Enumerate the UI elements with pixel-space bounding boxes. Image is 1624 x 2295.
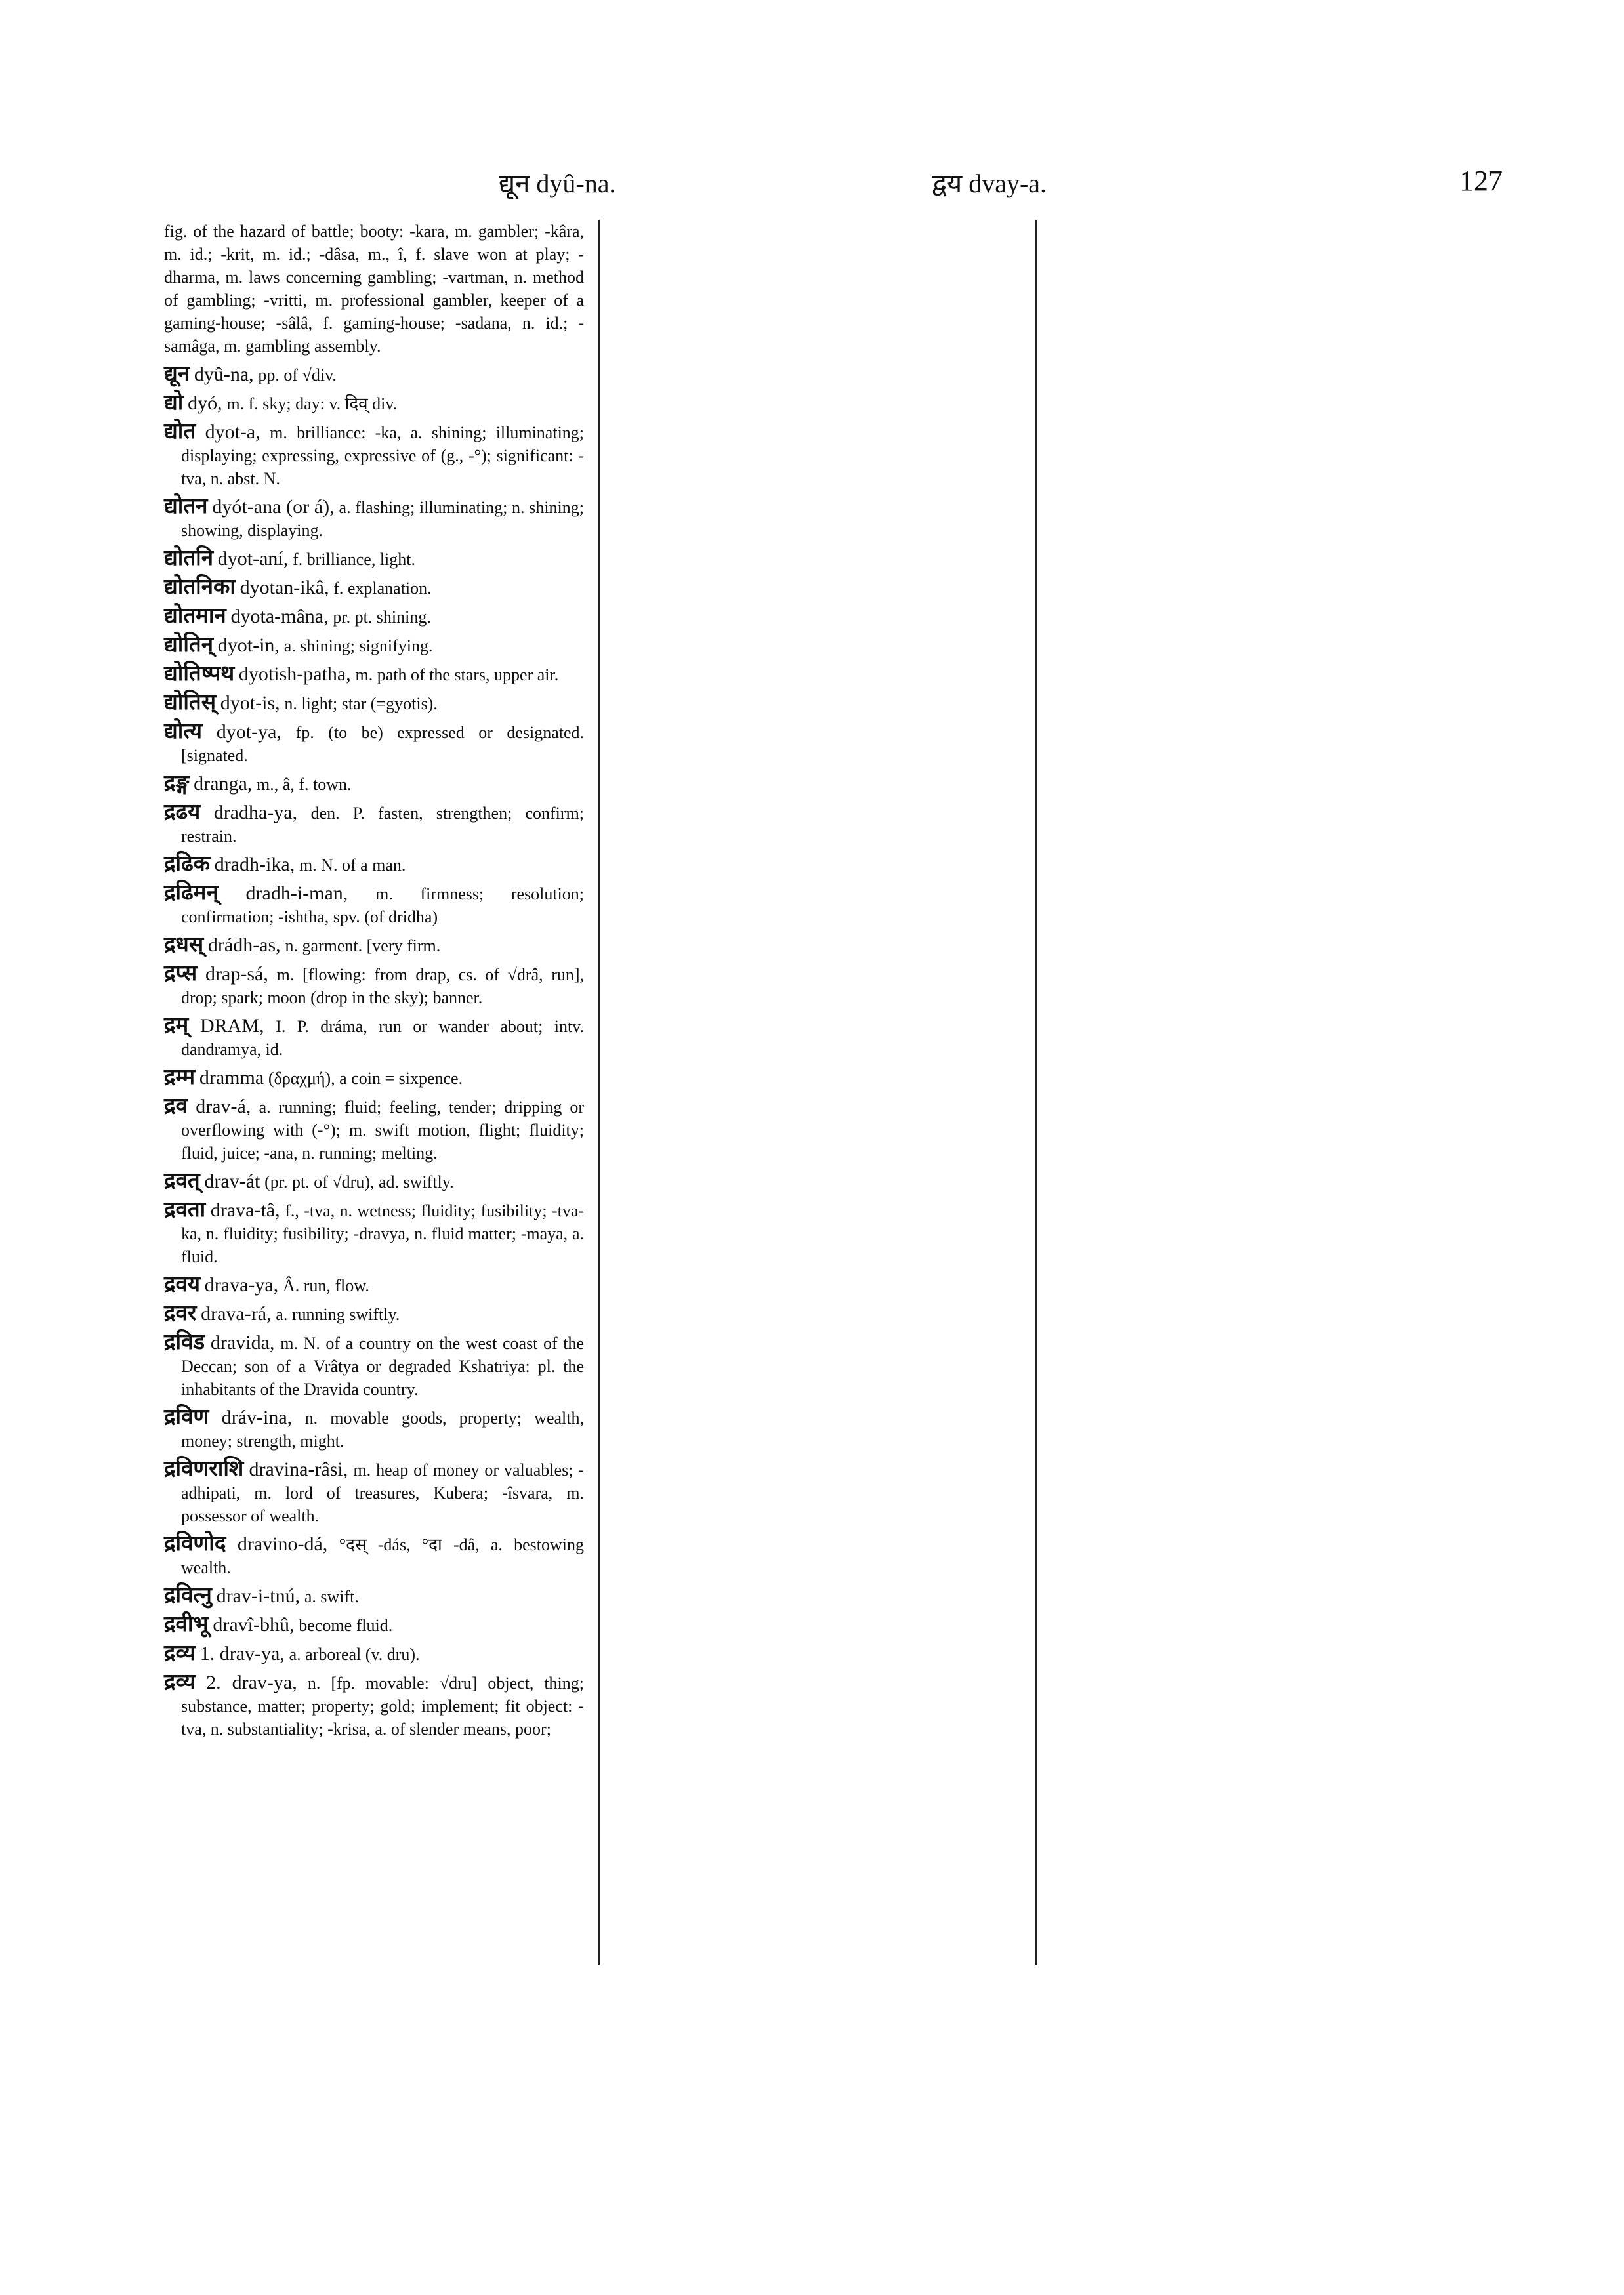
definition-text: a. swift. bbox=[304, 1587, 359, 1606]
headword-transliteration: drava-tâ, bbox=[210, 1199, 280, 1221]
headword-devanagari: द्रवता bbox=[164, 1198, 206, 1222]
headword-transliteration: dyot-a, bbox=[205, 421, 260, 443]
headword-transliteration: drav-i-tnú, bbox=[216, 1585, 301, 1607]
headword-transliteration: dyû-na, bbox=[194, 363, 254, 385]
dictionary-entry bbox=[164, 1613, 584, 1637]
definition-text: f. explanation. bbox=[333, 579, 432, 598]
headword-devanagari: द्रम्म bbox=[164, 1065, 196, 1089]
headword-transliteration: dradha-ya, bbox=[213, 802, 298, 823]
headword-transliteration: dradh-i-man, bbox=[245, 882, 348, 904]
headword-devanagari: द्रव्य bbox=[164, 1670, 196, 1694]
headword-transliteration: 2. drav-ya, bbox=[206, 1672, 297, 1693]
dictionary-entry bbox=[164, 1066, 584, 1090]
headword-devanagari: द्योत्य bbox=[164, 720, 203, 743]
headword-transliteration: drav-át bbox=[204, 1170, 260, 1192]
headword-devanagari: द्रङ्ग bbox=[164, 772, 190, 795]
definition-text: f. brilliance, light. bbox=[293, 550, 416, 569]
dictionary-entry bbox=[164, 1584, 584, 1608]
definition-text: n. movable goods, property; wealth, money; strength, might. bbox=[181, 1409, 584, 1451]
headword-devanagari: द्योतनि bbox=[164, 547, 214, 570]
headword-devanagari: द्रम् bbox=[164, 1014, 189, 1037]
headword-transliteration: dravida, bbox=[210, 1332, 275, 1354]
dictionary-entry bbox=[164, 934, 584, 957]
definition-text: a. flashing; illuminating; n. shining; showing, displaying. bbox=[181, 498, 584, 540]
dictionary-entry bbox=[164, 1458, 584, 1527]
headword-transliteration: dyota-mâna, bbox=[230, 606, 329, 627]
definition-text: m. firmness; resolution; confirmation; -ishtha, spv. (of dridha) bbox=[181, 884, 584, 926]
headword-devanagari: द्रव bbox=[164, 1094, 188, 1118]
dictionary-entry bbox=[164, 801, 584, 848]
headword-devanagari: द्रढय bbox=[164, 800, 201, 824]
dictionary-entry bbox=[164, 1533, 584, 1579]
definition-text: n. [fp. movable: √dru] object, thing; substance, matter; property; gold; implement; fit object: -tva, n. substantiality; -krisa, a. of slender means, poor; bbox=[181, 1674, 584, 1739]
dictionary-entry bbox=[164, 634, 584, 657]
headword-devanagari: द्रविणराशि bbox=[164, 1457, 244, 1481]
definition-text: f., -tva, n. wetness; fluidity; fusibility; -tva-ka, n. fluidity; fusibility; -dravya, n. fluid matter; -maya, a. fluid. bbox=[181, 1201, 585, 1266]
dictionary-entry bbox=[164, 1331, 584, 1401]
dictionary-entry bbox=[164, 1302, 584, 1326]
headword-transliteration: dyó, bbox=[188, 392, 222, 414]
headword-transliteration: dyot-aní, bbox=[217, 548, 289, 569]
column-1 bbox=[164, 220, 584, 1746]
dictionary-entry bbox=[164, 1199, 584, 1268]
dictionary-entry bbox=[164, 421, 584, 490]
headword-devanagari: द्रप्स bbox=[164, 962, 198, 985]
headword-transliteration: dravina-râsi, bbox=[249, 1458, 348, 1480]
definition-text: (δραχμή), a coin = sixpence. bbox=[268, 1069, 463, 1088]
headword-devanagari: द्रवय bbox=[164, 1273, 201, 1296]
definition-text: °दस् -dás, °दा -dâ, a. bestowing wealth. bbox=[181, 1535, 584, 1577]
definition-text: a. running; fluid; feeling, tender; dripping or overflowing with (-°); m. swift motion, flight; fluidity; fluid, juice; -ana, n. running; melting. bbox=[181, 1098, 585, 1163]
headword-transliteration: dráv-ina, bbox=[221, 1407, 293, 1428]
definition-text: fig. of the hazard of battle; booty: -kara, m. gambler; -kâra, m. id.; -krit, m. id.; -dâsa, m., î, f. slave won at play; -dharma, m. laws concerning gambling; -vartman, n. method of gambling; -vritti, m. professional gambler, keeper of a gaming-house; -sâlâ, f. gaming-house; -sadana, n. id.; -samâga, m. gambling assembly. bbox=[164, 222, 584, 356]
dictionary-entry bbox=[164, 1671, 584, 1741]
headword-transliteration: dramma bbox=[199, 1067, 264, 1088]
headword-transliteration: dyotish-patha, bbox=[238, 663, 351, 685]
headword-transliteration: DRAM, bbox=[199, 1015, 264, 1037]
dictionary-entry bbox=[164, 1095, 584, 1165]
headword-devanagari: द्रविण bbox=[164, 1405, 209, 1429]
definition-text: m. N. of a man. bbox=[299, 856, 406, 875]
definition-text: n. light; star (=gyotis). bbox=[284, 694, 438, 713]
headword-devanagari: द्रविणोद bbox=[164, 1532, 226, 1556]
dictionary-entry bbox=[164, 853, 584, 877]
dictionary-entry bbox=[164, 663, 584, 686]
dictionary-entry bbox=[164, 772, 584, 796]
definition-text: pp. of √div. bbox=[258, 365, 337, 384]
dictionary-entry bbox=[164, 1642, 584, 1666]
headword-transliteration: drádh-as, bbox=[207, 934, 281, 956]
definition-text: a. shining; signifying. bbox=[283, 636, 433, 655]
column-divider bbox=[1035, 220, 1037, 1965]
definition-text: m. heap of money or valuables; -adhipati, m. lord of treasures, Kubera; -îsvara, m. possessor of wealth. bbox=[181, 1460, 585, 1525]
definition-text: m. f. sky; day: v. दिव् div. bbox=[226, 394, 398, 413]
headword-transliteration: dyot-is, bbox=[220, 692, 280, 714]
definition-text: pr. pt. shining. bbox=[333, 608, 431, 627]
dictionary-entry bbox=[164, 1170, 584, 1193]
headword-devanagari: द्यून bbox=[164, 362, 190, 386]
headword-transliteration: drap-sá, bbox=[205, 963, 268, 985]
dictionary-entry bbox=[164, 220, 584, 358]
headword-devanagari: द्योतन bbox=[164, 495, 208, 518]
column-divider bbox=[598, 220, 600, 1965]
dictionary-entry bbox=[164, 605, 584, 629]
dictionary-entry bbox=[164, 1273, 584, 1297]
dictionary-entry bbox=[164, 720, 584, 767]
page-header bbox=[151, 164, 1503, 210]
dictionary-entry bbox=[164, 576, 584, 600]
definition-text: become fluid. bbox=[299, 1616, 393, 1635]
dictionary-entry bbox=[164, 962, 584, 1009]
definition-text: n. garment. [very firm. bbox=[285, 936, 441, 955]
definition-text: m. [flowing: from drap, cs. of √drâ, run], drop; spark; moon (drop in the sky); banner. bbox=[181, 965, 585, 1007]
headword-transliteration: dradh-ika, bbox=[214, 854, 295, 875]
page-number: 127 bbox=[1459, 165, 1503, 197]
headword-transliteration: drav-á, bbox=[196, 1096, 251, 1117]
dictionary-entry bbox=[164, 363, 584, 386]
definition-text: m., â, f. town. bbox=[257, 775, 352, 794]
headword-devanagari: द्रवत् bbox=[164, 1169, 200, 1193]
header-left-guideword: द्यून dyû-na. bbox=[499, 169, 616, 198]
headword-transliteration: dyotan-ikâ, bbox=[239, 577, 329, 598]
definition-text: m. brilliance: -ka, a. shining; illuminating; displaying; expressing, expressive of (g., -°); significant: -tva, n. abst. N. bbox=[181, 423, 585, 488]
headword-transliteration: dravino-dá, bbox=[237, 1533, 328, 1555]
headword-devanagari: द्रधस् bbox=[164, 933, 204, 957]
headword-transliteration: dyot-ya, bbox=[216, 721, 281, 743]
headword-devanagari: द्रवित्नु bbox=[164, 1584, 212, 1607]
dictionary-entry bbox=[164, 495, 584, 542]
headword-devanagari: द्योतिस् bbox=[164, 691, 217, 714]
headword-devanagari: द्योतमान bbox=[164, 604, 226, 628]
dictionary-entry bbox=[164, 692, 584, 715]
headword-devanagari: द्रढिक bbox=[164, 852, 210, 876]
headword-devanagari: द्यो bbox=[164, 391, 184, 415]
headword-devanagari: द्योतिन् bbox=[164, 633, 214, 657]
headword-transliteration: dyót-ana (or á), bbox=[212, 496, 335, 518]
definition-text: fp. (to be) expressed or designated. [signated. bbox=[181, 723, 585, 765]
headword-devanagari: द्योतनिका bbox=[164, 575, 236, 599]
headword-devanagari: द्रवीभू bbox=[164, 1613, 209, 1636]
headword-transliteration: dyot-in, bbox=[217, 634, 280, 656]
definition-text: m. path of the stars, upper air. bbox=[355, 665, 559, 684]
headword-devanagari: द्योतिष्पथ bbox=[164, 662, 235, 686]
definition-text: (pr. pt. of √dru), ad. swiftly. bbox=[264, 1172, 454, 1191]
definition-text: Â. run, flow. bbox=[282, 1276, 369, 1295]
dictionary-entry bbox=[164, 1014, 584, 1061]
definition-text: den. P. fasten, strengthen; confirm; restrain. bbox=[181, 804, 585, 846]
dictionary-entry bbox=[164, 392, 584, 415]
definition-text: a. arboreal (v. dru). bbox=[289, 1645, 420, 1664]
dictionary-entry bbox=[164, 547, 584, 571]
headword-transliteration: 1. drav-ya, bbox=[199, 1643, 285, 1664]
headword-devanagari: द्रविड bbox=[164, 1331, 205, 1354]
headword-devanagari: द्योत bbox=[164, 420, 196, 444]
definition-text: m. N. of a country on the west coast of the Deccan; son of a Vrâtya or degraded Kshatriya: pl. the inhabitants of the Dravida country. bbox=[181, 1334, 585, 1399]
dictionary-entry bbox=[164, 1406, 584, 1453]
headword-devanagari: द्रवर bbox=[164, 1302, 197, 1325]
headword-devanagari: द्रव्य bbox=[164, 1642, 196, 1665]
headword-transliteration: dranga, bbox=[194, 773, 253, 795]
dictionary-entry bbox=[164, 882, 584, 928]
headword-transliteration: drava-ya, bbox=[204, 1274, 279, 1296]
definition-text: I. P. dráma, run or wander about; intv. dandramya, id. bbox=[181, 1017, 584, 1059]
headword-transliteration: drava-rá, bbox=[201, 1303, 272, 1325]
header-right-guideword: द्वय dvay-a. bbox=[932, 169, 1047, 198]
headword-transliteration: dravî-bhû, bbox=[213, 1614, 295, 1636]
definition-text: a. running swiftly. bbox=[276, 1305, 400, 1324]
headword-devanagari: द्रढिमन् bbox=[164, 881, 219, 905]
